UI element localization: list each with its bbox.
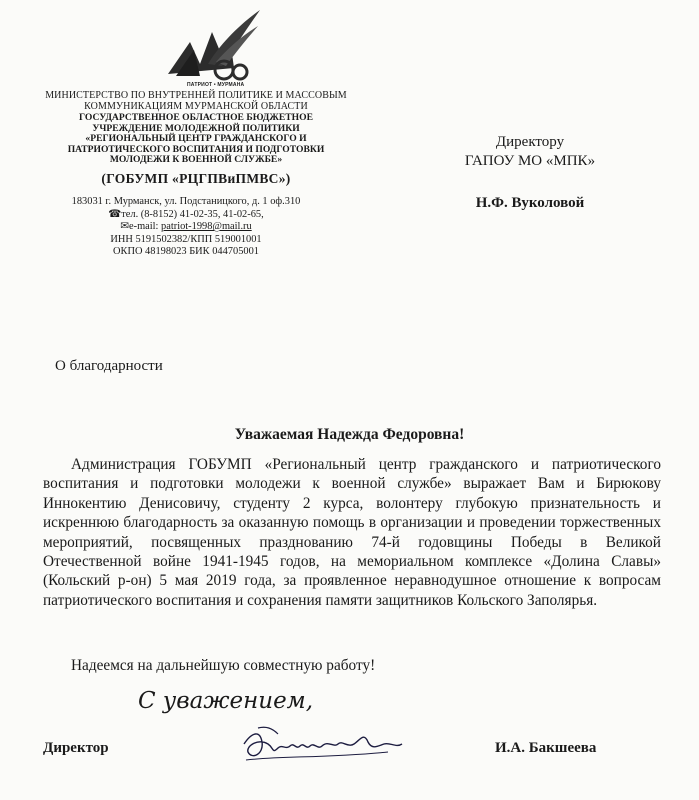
email-address: patriot-1998@mail.ru [161,221,252,233]
logo-caption: ПАТРИОТ • МУРМАНА [187,82,245,88]
phone-line [30,209,342,222]
recipient-position [430,133,630,171]
ministry-line: МИНИСТЕРСТВО ПО ВНУТРЕННЕЙ ПОЛИТИКЕ И МАССОВЫМ [45,90,347,101]
institution-abbreviation: (ГОБУМП «РЦГПВиПМВС») [101,170,291,186]
email-line [30,221,342,234]
email-label: e-mail: [129,221,162,233]
organization-logo [150,4,270,90]
recipient-organization: ГАПОУ МО «МПК» [464,153,596,169]
recipient-name: Н.Ф. Вуколовой [475,195,585,211]
institution-line: ПАТРИОТИЧЕСКОГО ВОСПИТАНИЯ И ПОДГОТОВКИ [67,143,325,155]
institution-line: ГОСУДАРСТВЕННОЕ ОБЛАСТНОЕ БЮДЖЕТНОЕ [79,112,313,123]
letterhead-organization [40,90,352,187]
signatory-name: И.А. Бакшеева [495,740,597,756]
letterhead-contacts [30,196,342,259]
postal-address: 183031 г. Мурманск, ул. Подстаницкого, д. 1 оф.310 [71,196,301,207]
letter-closing: Надеемся на дальнейшую совместную работу! [71,657,376,674]
recipient-title: Директору [495,134,565,150]
letter-body: Администрация ГОБУМП «Региональный центр гражданского и патриотического воспитания и подготовки молодежи к военной службе» выражает Вам и Бирюкову Иннокентию Денисовичу, студенту 2 курса, волонтеру глубокую признательность и искреннюю благодарность за оказанную помощь в организации и проведении торжественных мероприятий, посвященных празднованию 74-й годовщины Победы в Великой Отечественной войне 1941-1945 годов, на мемориальном комплексе «Долина Славы» (Кольский р-он) 5 мая 2019 года, за проявленное неравнодушное отношение к вопросам патриотического воспитания и сохранения памяти защитников Кольского Заполярья. [43,456,661,609]
okpo-bik: ОКПО 48198023 БИК 044705001 [113,246,259,258]
institution-line: УЧРЕЖДЕНИЕ МОЛОДЕЖНОЙ ПОЛИТИКИ [92,122,300,134]
phone-icon: ☎ [108,208,122,220]
institution-name [40,113,352,166]
phone-numbers: тел. (8-8152) 41-02-35, 41-02-65, [121,208,264,220]
envelope-icon: ✉ [120,221,130,233]
inn-kpp: ИНН 5191502382/КПП 519001001 [110,233,262,245]
institution-line: «РЕГИОНАЛЬНЫЙ ЦЕНТР ГРАЖДАНСКОГО И [85,133,307,144]
ministry-name [40,90,352,112]
handwritten-signature [238,722,408,770]
institution-line: МОЛОДЕЖИ К ВОЕННОЙ СЛУЖБЕ» [109,154,283,165]
signatory-title: Директор [43,740,109,756]
letter-greeting: Уважаемая Надежда Федоровна! [234,426,465,443]
letter-subject: О благодарности [55,358,163,374]
ministry-line: КОММУНИКАЦИЯМ МУРМАНСКОЙ ОБЛАСТИ [84,101,308,112]
handwritten-signoff: С уважением, [138,688,314,714]
